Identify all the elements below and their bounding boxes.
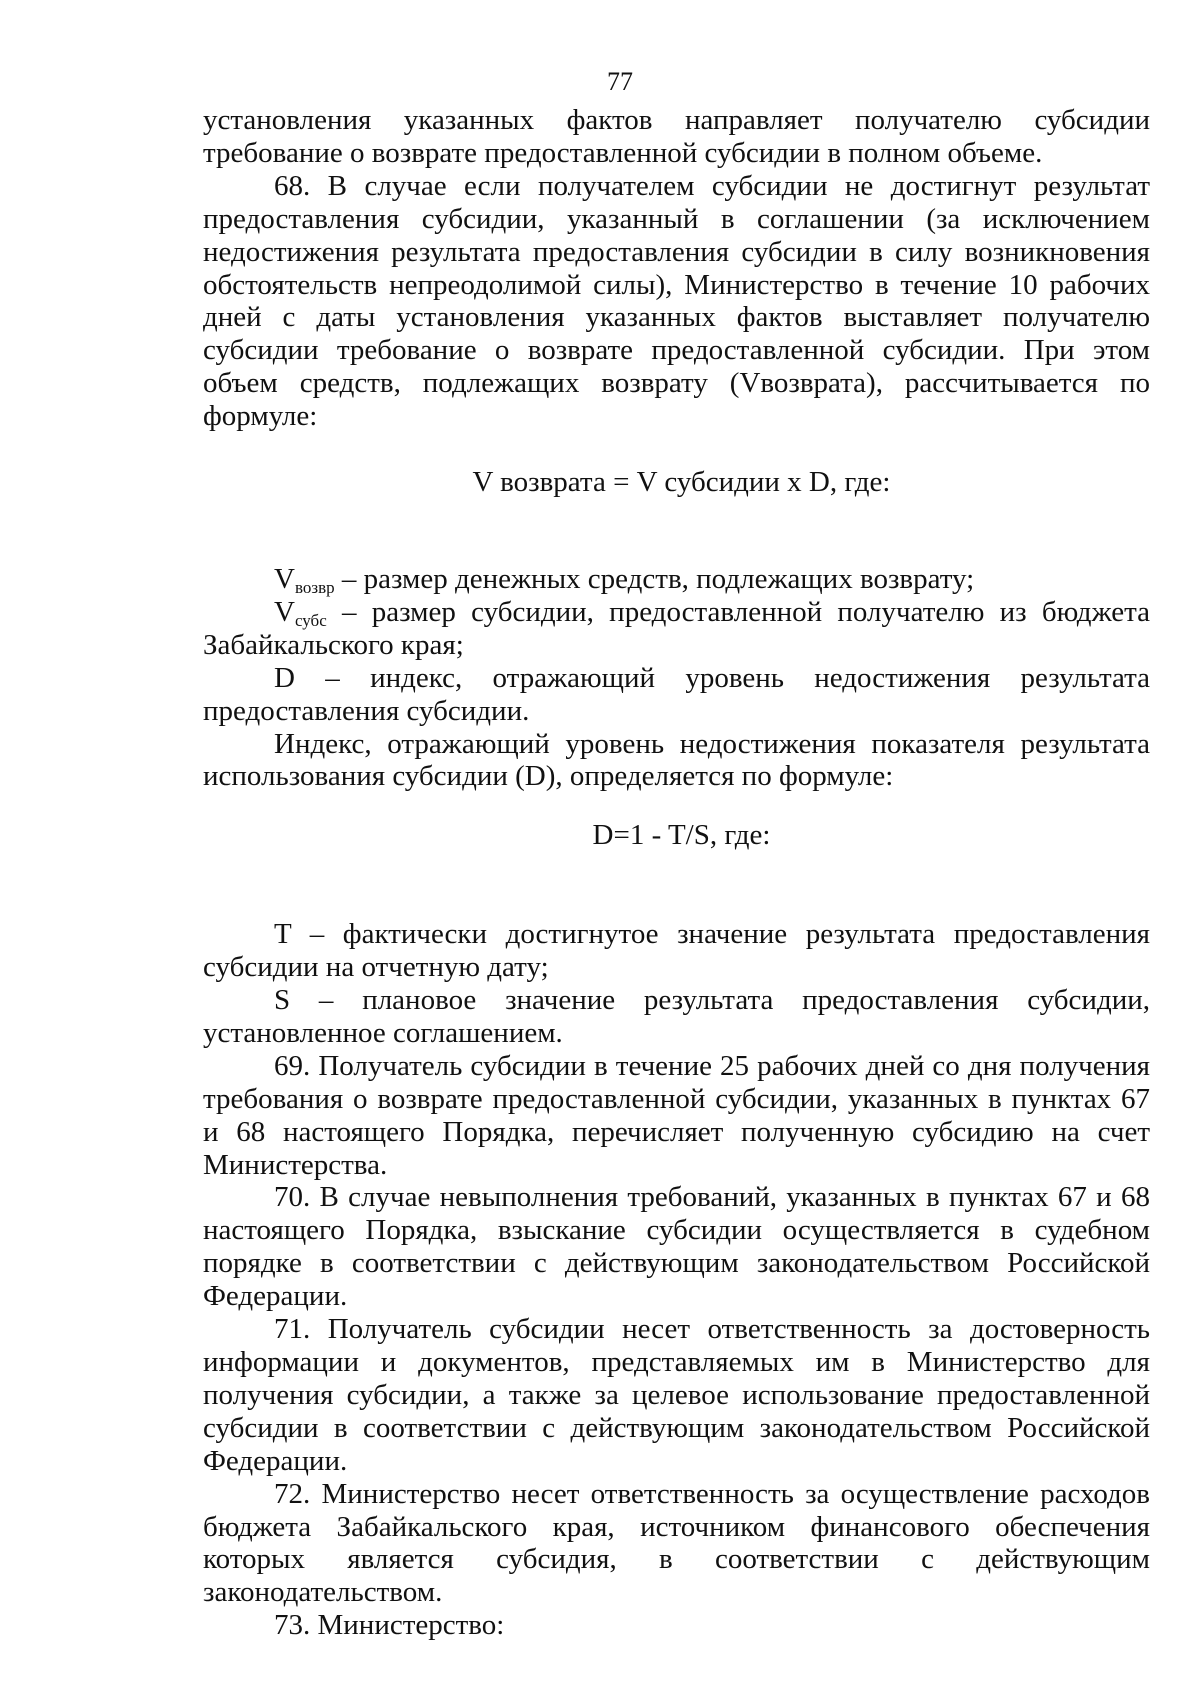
definition-v-vozvr — [203, 563, 1150, 596]
paragraph-72: 72. Министерство несет ответственность за осуществление расходов бюджета Забайкальского края, источником финансового обеспечения которых является субсидия, в соответствии с действующим законодательством. — [203, 1477, 1150, 1609]
definition-v-vozvr-text: – размер денежных средств, подлежащих возврату; — [334, 562, 975, 595]
spacer — [203, 885, 1150, 918]
definition-v-subs — [203, 596, 1150, 662]
subscript-vozvr: возвр — [294, 577, 335, 597]
subscript-subs: субс — [294, 610, 327, 630]
page-number: 77 — [607, 67, 633, 96]
paragraph-70: 70. В случае невыполнения требований, указанных в пунктах 67 и 68 настоящего Порядка, взыскание субсидии осуществляется в судебном порядке в соответствии с действующим законодательством Российской Федерации. — [203, 1181, 1150, 1313]
definition-s: S – плановое значение результата предоставления субсидии, установленное соглашением. — [203, 984, 1150, 1049]
paragraph-73: 73. Министерство: — [274, 1609, 505, 1642]
paragraph-index: Индекс, отражающий уровень недостижения показателя результата использования субсидии (D), определяется по формуле: — [203, 727, 1150, 793]
spacer — [203, 530, 1150, 563]
paragraph-69: 69. Получатель субсидии в течение 25 рабочих дней со дня получения требования о возврате предоставленной субсидии, указанных в пунктах 67 и 68 настоящего Порядка, перечисляет полученную субсидию на счет Министерства. — [203, 1049, 1150, 1181]
document-body — [203, 104, 1150, 1642]
paragraph-71: 71. Получатель субсидии несет ответственность за достоверность информации и документов, представляемых им в Министерство для получения субсидии, а также за целевое использование предоставленной субсидии в соответствии с действующим законодательством Российской Федерации. — [203, 1313, 1150, 1477]
symbol-v: V — [274, 595, 295, 628]
paragraph-68: 68. В случае если получателем субсидии не достигнут результат предоставления субсидии, указанный в соглашении (за исключением недостижения результата предоставления субсидии в силу возникновения обстоятельств непреодолимой силы), Министерство в течение 10 рабочих дней с даты установления указанных фактов выставляет получателю субсидии требование о возврате предоставленной субсидии. При этом объем средств, подлежащих возврату (Vвозврата), рассчитывается по формуле: — [203, 169, 1150, 433]
definition-d: D – индекс, отражающий уровень недостижения результата предоставления субсидии. — [203, 661, 1150, 727]
formula-index: D=1 - T/S, где: — [592, 819, 771, 852]
paragraph-continuation: установления указанных фактов направляет получателю субсидии требование о возврате предоставленной субсидии в полном объеме. — [203, 104, 1150, 169]
definition-v-subs-text: – размер субсидии, предоставленной получателю из бюджета Забайкальского края; — [203, 595, 1150, 661]
formula-refund: V возврата = V субсидии x D, где: — [472, 466, 891, 499]
symbol-v: V — [274, 562, 295, 595]
definition-t: T – фактически достигнутое значение результата предоставления субсидии на отчетную дату; — [203, 918, 1150, 984]
